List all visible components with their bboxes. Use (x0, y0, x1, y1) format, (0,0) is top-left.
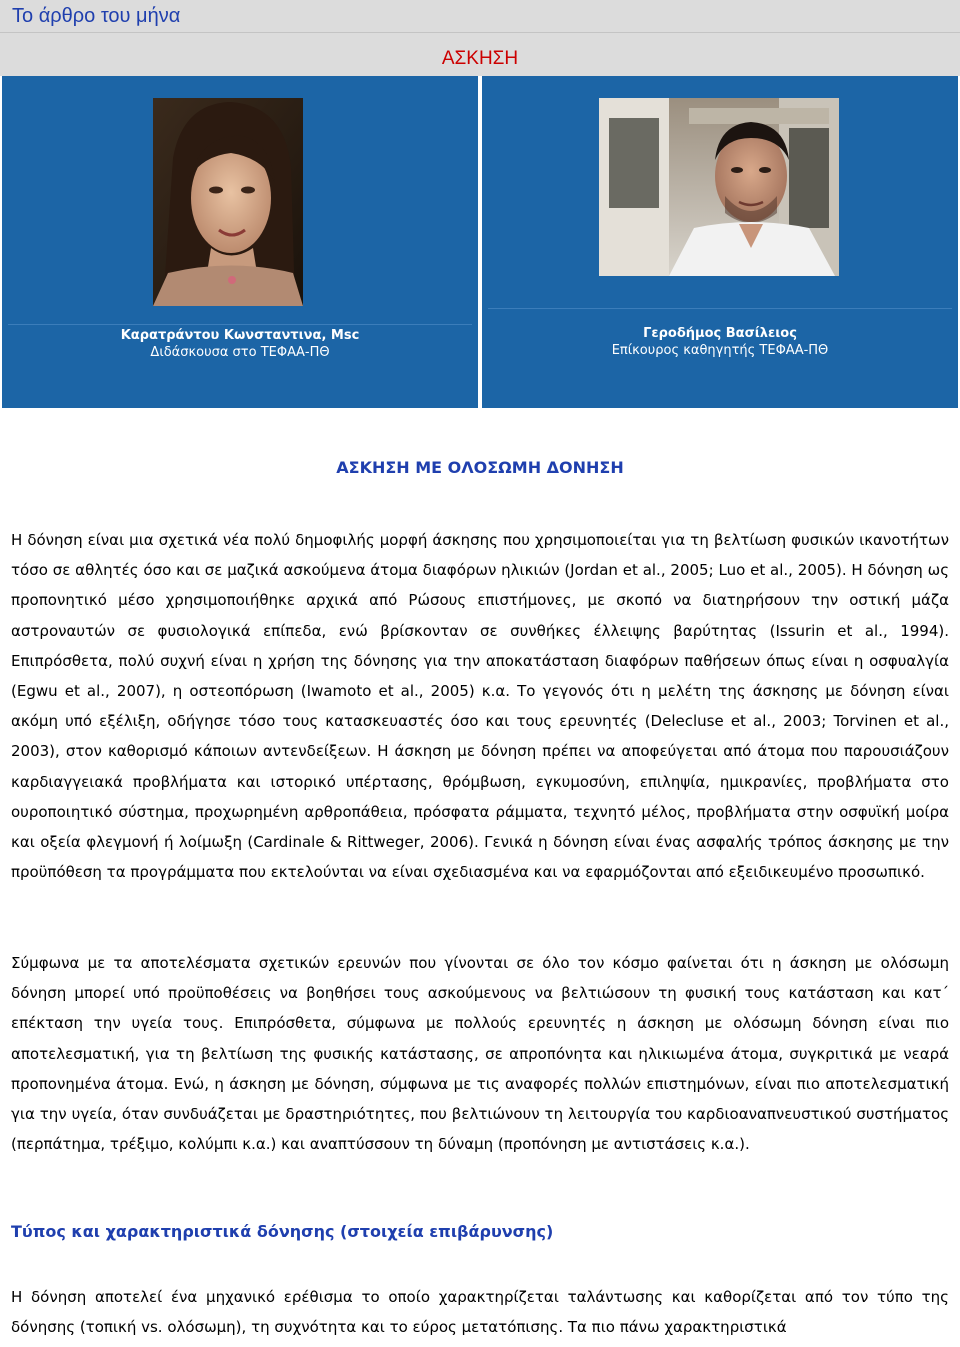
author-role: Διδάσκουσα στο ΤΕΦΑΑ-ΠΘ (150, 345, 330, 360)
article-title: ΑΣΚΗΣΗ ΜΕ ΟΛΟΣΩΜΗ ΔΟΝΗΣΗ (336, 458, 624, 477)
author-name: Καρατράντου Κωνσταντινα, Msc (120, 328, 360, 343)
author-portrait-male (599, 98, 839, 276)
author-photo-1 (153, 98, 303, 306)
body-paragraph: Η δόνηση είναι μια σχετικά νέα πολύ δημοφιλής μορφή άσκησης που χρησιμοποιείται για τη βελτίωση φυσικών ικανοτήτων τόσο σε αθλητές όσο και σε μαζικά ασκούμενα άτομα διαφόρων ηλικιών (Jordan et al., 2005; Luo et al., 2005). Η δόνηση ως προπονητικό μέσο χρησιμοποιήθηκε αρχικά από Ρώσους επιστήμονες, με σκοπό να διατηρήσουν την οστική μάζα αστροναυτών σε φυσιολογικά επίπεδα, ενώ βρίσκονταν σε συνθήκες έλλειψης βαρύτητας (Issurin et al., 1994). Επιπρόσθετα, πολύ συχνή είναι η χρήση της δόνησης για την αποκατάσταση διαφόρων παθήσεων όπως είναι η οσφυαλγία (Egwu et al., 2007), η οστεοπόρωση (Iwamoto et al., 2005) κ.α. Το γεγονός ότι η μελέτη της άσκησης με δόνηση είναι ακόμη υπό εξέλιξη, οδήγησε τόσο τους κατασκευαστές όσο και τους ερευνητές (Delecluse et al., 2003; Torvinen et al., 2003), στον καθορισμό κάποιων αντενδείξεων. Η άσκηση με δόνηση πρέπει να αποφεύγεται από άτομα που παρουσιάζουν καρδιαγγειακά προβλήματα και ιστορικό υπέρτασης, θρόμβωση, εγκυμοσύνη, επιληψία, ημικρανίες, προβλήματα στο ουροποιητικό σύστημα, προχωρημένη αρθροπάθεια, πρόσφατα ράμματα, τεχνητό μέλος, προβλήματα στην οσφυϊκή μοίρα και οξεία φλεγμονή ή λοίμωξη (Cardinale & Rittweger, 2006). Γενικά η δόνηση είναι ένας ασφαλής τρόπος άσκησης με την προϋπόθεση τα προγράμματα που εκτελούνται να είναι σχεδιασμένα και να εφαρμόζονται από εξειδικευμένο προσωπικό. (11, 531, 949, 882)
author-panel-1 (2, 76, 478, 408)
body-paragraph: Η δόνηση αποτελεί ένα μηχανικό ερέθισμα το οποίο χαρακτηρίζεται ταλάντωσης και καθορίζεται από τον τύπο της δόνησης (τοπική vs. ολόσωμη), τη συχνότητα και το εύρος μετατόπισης. Τα πιο πάνω χαρακτηριστικά (11, 1288, 949, 1337)
author-portrait-female (153, 98, 303, 306)
page-header (0, 0, 960, 76)
body-paragraph: Σύμφωνα με τα αποτελέσματα σχετικών ερευνών που γίνονται σε όλο τον κόσμο φαίνεται ότι η άσκηση με ολόσωμη δόνηση μπορεί υπό προϋποθέσεις να βοηθήσει τους ασκούμενους να βελτιώσουν τη φυσική τους κατάσταση και κατ΄ επέκταση την υγεία τους. Επιπρόσθετα, σύμφωνα με πολλούς ερευνητές η άσκηση με ολόσωμη δόνηση είναι πιο αποτελεσματική, για τη βελτίωση της φυσικής κατάστασης, σε απροπόνητα και ηλικιωμένα άτομα, συγκριτικά με νεαρά προπονημένα άτομα. Ενώ, η άσκηση με δόνηση, σύμφωνα με τις αναφορές πολλών επιστημόνων, είναι πιο αποτελεσματική για την υγεία, όταν συνδυάζεται με δραστηριότητες, που βελτιώνουν τη λειτουργία του καρδιοαναπνευστικού συστήματος (περπάτημα, τρέξιμο, κολύμπι κ.α.) και αναπτύσσουν τη δύναμη (προπόνηση με αντιστάσεις κ.α.). (11, 954, 949, 1154)
author-role: Επίκουρος καθηγητής ΤΕΦΑΑ-ΠΘ (611, 343, 829, 358)
article-category-label: ΑΣΚΗΣΗ (441, 48, 519, 69)
author-name: Γεροδήμος Βασίλειος (643, 326, 797, 341)
panel-divider (8, 324, 472, 325)
author-panel-2 (482, 76, 958, 408)
subsection-title: Τύπος και χαρακτηριστικά δόνησης (στοιχεία επιβάρυνσης) (11, 1222, 554, 1241)
panel-divider (488, 308, 952, 309)
author-photo-2 (599, 98, 839, 276)
header-divider (0, 32, 960, 33)
page-title: Το άρθρο του μήνα (12, 5, 181, 27)
authors-section (0, 76, 960, 410)
